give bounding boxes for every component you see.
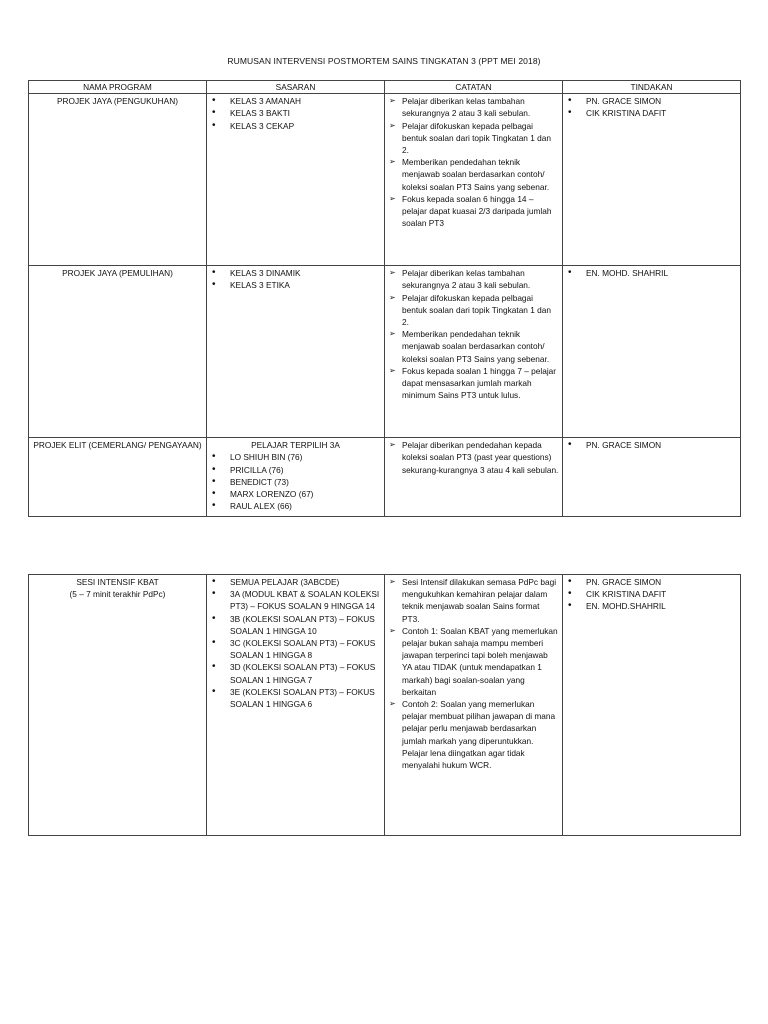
- sasaran-item: • 3A (MODUL KBAT & SOALAN KOLEKSI PT3) – FOKUS SOALAN 9 HINGGA 14: [230, 588, 381, 612]
- sasaran-item: • KELAS 3 DINAMIK: [230, 267, 381, 279]
- intervention-table: [28, 80, 741, 517]
- sasaran-item: • SEMUA PELAJAR (3ABCDE): [230, 576, 381, 588]
- sasaran-item: • LO SHIUH BIN (76): [230, 451, 381, 463]
- catatan-text: Contoh 2: Soalan yang memerlukan pelajar membuat pilihan jawapan di mana pelajar perlu menjawab berdasarkan jumlah markah yang diperuntukkan. Pelajar lena diingatkan agar tidak menyalahi hukum WCR.: [402, 699, 556, 771]
- sasaran-item: • 3B (KOLEKSI SOALAN PT3) – FOKUS SOALAN 1 HINGGA 10: [230, 613, 381, 637]
- program-cell: PROJEK JAYA (PEMULIHAN): [29, 266, 207, 438]
- catatan-item: [389, 120, 559, 157]
- catatan-text: Fokus kepada soalan 6 hingga 14 – pelajar dapat kuasai 2/3 daripada jumlah soalan PT3: [402, 193, 552, 229]
- tindakan-cell: [563, 94, 741, 266]
- arrow-right-icon: ➢: [389, 193, 396, 203]
- catatan-cell: [385, 94, 563, 266]
- catatan-item: [389, 267, 559, 291]
- catatan-text: Pelajar difokuskan kepada pelbagai bentuk soalan dari topik Tingkatan 1 dan 2.: [402, 292, 551, 328]
- arrow-right-icon: ➢: [389, 157, 396, 167]
- catatan-item: [389, 292, 559, 329]
- catatan-item: [389, 625, 559, 698]
- catatan-cell: [385, 438, 563, 517]
- tindakan-item: • PN. GRACE SIMON: [586, 576, 737, 588]
- arrow-right-icon: ➢: [389, 440, 396, 450]
- header-sasaran: SASARAN: [207, 81, 385, 94]
- catatan-text: Memberikan pendedahan teknik menjawab soalan berdasarkan contoh/ koleksi soalan PT3 Sains yang sebenar.: [402, 157, 550, 192]
- header-catatan: CATATAN: [385, 81, 563, 94]
- program-subtitle: (5 – 7 minit terakhir PdPc): [69, 589, 166, 600]
- catatan-item: [389, 439, 559, 476]
- catatan-text: Pelajar diberikan kelas tambahan sekurangnya 2 atau 3 kali sebulan.: [402, 268, 531, 291]
- sasaran-item: • RAUL ALEX (66): [230, 500, 381, 512]
- sasaran-item: • KELAS 3 CEKAP: [230, 120, 381, 132]
- arrow-right-icon: ➢: [389, 329, 396, 339]
- tindakan-item: • CIK KRISTINA DAFIT: [586, 107, 737, 119]
- catatan-item: [389, 328, 559, 365]
- program-cell: [29, 575, 207, 836]
- sasaran-cell: [207, 575, 385, 836]
- catatan-text: Contoh 1: Soalan KBAT yang memerlukan pelajar bukan sahaja mampu memberi jawapan terperinci tapi boleh menjawab YA atau TIDAK (untuk mendapatkan 1 markah) bagi soalan-soalan yang berkaitan: [402, 625, 558, 697]
- tindakan-item: • EN. MOHD. SHAHRIL: [586, 267, 737, 279]
- sasaran-item: • KELAS 3 AMANAH: [230, 95, 381, 107]
- program-cell: PROJEK JAYA (PENGUKUHAN): [29, 94, 207, 266]
- header-nama-program: NAMA PROGRAM: [29, 81, 207, 94]
- catatan-text: Pelajar diberikan kelas tambahan sekurangnya 2 atau 3 kali sebulan.: [402, 96, 531, 119]
- table-row: [29, 94, 741, 266]
- sasaran-cell: [207, 94, 385, 266]
- header-tindakan: TINDAKAN: [563, 81, 741, 94]
- sasaran-heading: PELAJAR TERPILIH 3A: [251, 440, 340, 451]
- catatan-item: [389, 193, 559, 230]
- arrow-right-icon: ➢: [389, 268, 396, 278]
- sasaran-item: • MARX LORENZO (67): [230, 488, 381, 500]
- tindakan-item: • PN. GRACE SIMON: [586, 439, 737, 451]
- tindakan-item: • CIK KRISTINA DAFIT: [586, 588, 737, 600]
- tindakan-cell: [563, 266, 741, 438]
- tindakan-cell: [563, 438, 741, 517]
- tindakan-item: • PN. GRACE SIMON: [586, 95, 737, 107]
- catatan-item: [389, 156, 559, 193]
- sasaran-item: • 3C (KOLEKSI SOALAN PT3) – FOKUS SOALAN 1 HINGGA 8: [230, 637, 381, 661]
- catatan-text: Pelajar diberikan pendedahan kepada koleksi soalan PT3 (past year questions) sekurang-kurangnya 3 atau 4 kali sebulan.: [402, 440, 559, 475]
- arrow-right-icon: ➢: [389, 365, 396, 375]
- arrow-right-icon: ➢: [389, 625, 396, 635]
- catatan-text: Sesi Intensif dilakukan semasa PdPc bagi mengukuhkan kemahiran pelajar dalam teknik menjawab soalan Sains format PT3.: [402, 577, 557, 624]
- catatan-text: Fokus kepada soalan 1 hingga 7 – pelajar dapat mensasarkan jumlah markah minimum Sains PT3 untuk lulus.: [402, 365, 557, 401]
- arrow-right-icon: ➢: [389, 120, 396, 130]
- table-row: [29, 575, 741, 836]
- sasaran-item: • KELAS 3 ETIKA: [230, 279, 381, 291]
- program-cell: PROJEK ELIT (CEMERLANG/ PENGAYAAN): [29, 438, 207, 517]
- catatan-item: [389, 95, 559, 119]
- sasaran-cell: [207, 438, 385, 517]
- catatan-text: Pelajar difokuskan kepada pelbagai bentuk soalan dari topik Tingkatan 1 dan 2.: [402, 120, 551, 156]
- tindakan-cell: [563, 575, 741, 836]
- arrow-right-icon: ➢: [389, 577, 396, 586]
- sasaran-item: • 3D (KOLEKSI SOALAN PT3) – FOKUS SOALAN 1 HINGGA 7: [230, 661, 381, 685]
- sasaran-item: • PRICILLA (76): [230, 464, 381, 476]
- table-row: [29, 266, 741, 438]
- catatan-cell: [385, 575, 563, 836]
- arrow-right-icon: ➢: [389, 96, 396, 106]
- table-row: [29, 438, 741, 517]
- document-title: RUMUSAN INTERVENSI POSTMORTEM SAINS TINGKATAN 3 (PPT MEI 2018): [227, 56, 541, 66]
- sasaran-item: • BENEDICT (73): [230, 476, 381, 488]
- catatan-item: [389, 365, 559, 402]
- program-name: SESI INTENSIF KBAT: [76, 577, 159, 587]
- catatan-item: [389, 698, 559, 771]
- table-header-row: [29, 81, 741, 94]
- kbat-table: [28, 574, 741, 836]
- tindakan-item: • EN. MOHD.SHAHRIL: [586, 600, 737, 612]
- catatan-text: Memberikan pendedahan teknik menjawab soalan berdasarkan contoh/ koleksi soalan PT3 Sains yang sebenar.: [402, 329, 550, 364]
- arrow-right-icon: ➢: [389, 699, 396, 709]
- catatan-item: [389, 576, 559, 625]
- catatan-cell: [385, 266, 563, 438]
- sasaran-item: • KELAS 3 BAKTI: [230, 107, 381, 119]
- sasaran-cell: [207, 266, 385, 438]
- arrow-right-icon: ➢: [389, 292, 396, 302]
- sasaran-item: • 3E (KOLEKSI SOALAN PT3) – FOKUS SOALAN 1 HINGGA 6: [230, 686, 381, 710]
